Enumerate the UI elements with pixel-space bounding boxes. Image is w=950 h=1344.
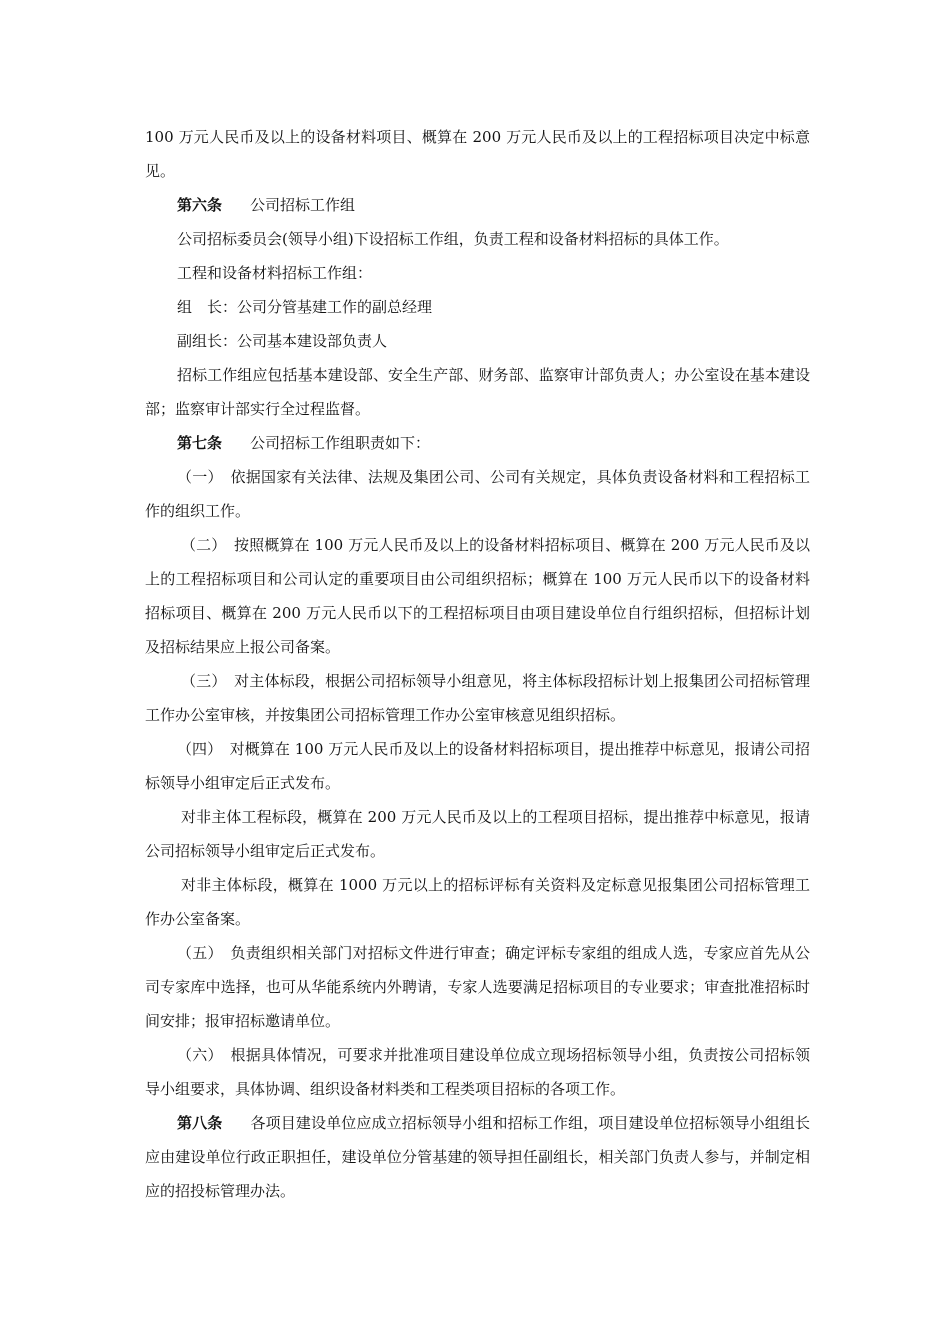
duty-item-4-sub-1: 对非主体工程标段，概算在 200 万元人民币及以上的工程项目招标，提出推荐中标意见，报请公司招标领导小组审定后正式发布。	[145, 808, 810, 860]
paragraph-group-composition: 工程和设备材料招标工作组：	[177, 264, 373, 282]
document-body	[145, 120, 810, 1208]
article-7-heading	[145, 426, 810, 460]
paragraph-continuation: 100 万元人民币及以上的设备材料项目、概算在 200 万元人民币及以上的工程招标项目决定中标意见。	[145, 128, 810, 180]
article-6-heading	[145, 188, 810, 222]
article-8-label: 第八条	[177, 1114, 223, 1132]
article-7-title: 公司招标工作组职责如下：	[250, 434, 431, 452]
article-8-text: 各项目建设单位应成立招标领导小组和招标工作组，项目建设单位招标领导小组组长应由建设单位行政正职担任，建设单位分管基建的领导担任副组长，相关部门负责人参与，并制定相应的招投标管理办法。	[145, 1114, 810, 1200]
duty-item-2: （二） 按照概算在 100 万元人民币及以上的设备材料招标项目、概算在 200 万元人民币及以上的工程招标项目和公司认定的重要项目由公司组织招标；概算在 100 万元人民币以下的设备材料招标项目、概算在 200 万元人民币以下的工程招标项目由项目建设单位自行组织招标，但招标计划及招标结果应上报公司备案。	[145, 536, 810, 656]
paragraph-deputy-leader: 副组长：公司基本建设部负责人	[177, 332, 388, 350]
duty-item-5: （五） 负责组织相关部门对招标文件进行审查；确定评标专家组的组成人选，专家应首先从公司专家库中选择，也可从华能系统内外聘请，专家人选要满足招标项目的专业要求；审查批准招标时间安排；报审招标邀请单位。	[145, 944, 810, 1030]
article-6-label: 第六条	[177, 196, 223, 214]
duty-item-3: （三） 对主体标段，根据公司招标领导小组意见，将主体标段招标计划上报集团公司招标管理工作办公室审核，并按集团公司招标管理工作办公室审核意见组织招标。	[145, 672, 810, 724]
article-6-title: 公司招标工作组	[250, 196, 356, 214]
paragraph-working-group: 公司招标委员会(领导小组)下设招标工作组，负责工程和设备材料招标的具体工作。	[177, 230, 729, 248]
duty-item-4: （四） 对概算在 100 万元人民币及以上的设备材料招标项目，提出推荐中标意见，报请公司招标领导小组审定后正式发布。	[145, 740, 810, 792]
duty-item-6: （六） 根据具体情况，可要求并批准项目建设单位成立现场招标领导小组，负责按公司招标领导小组要求，具体协调、组织设备材料类和工程类项目招标的各项工作。	[145, 1046, 810, 1098]
duty-item-4-sub-2: 对非主体标段，概算在 1000 万元以上的招标评标有关资料及定标意见报集团公司招标管理工作办公室备案。	[145, 876, 810, 928]
duty-item-1: （一） 依据国家有关法律、法规及集团公司、公司有关规定，具体负责设备材料和工程招标工作的组织工作。	[145, 468, 810, 520]
paragraph-group-members: 招标工作组应包括基本建设部、安全生产部、财务部、监察审计部负责人；办公室设在基本建设部；监察审计部实行全过程监督。	[145, 366, 810, 418]
article-7-label: 第七条	[177, 434, 223, 452]
paragraph-group-leader: 组 长：公司分管基建工作的副总经理	[177, 298, 433, 316]
article-8	[145, 1106, 810, 1208]
